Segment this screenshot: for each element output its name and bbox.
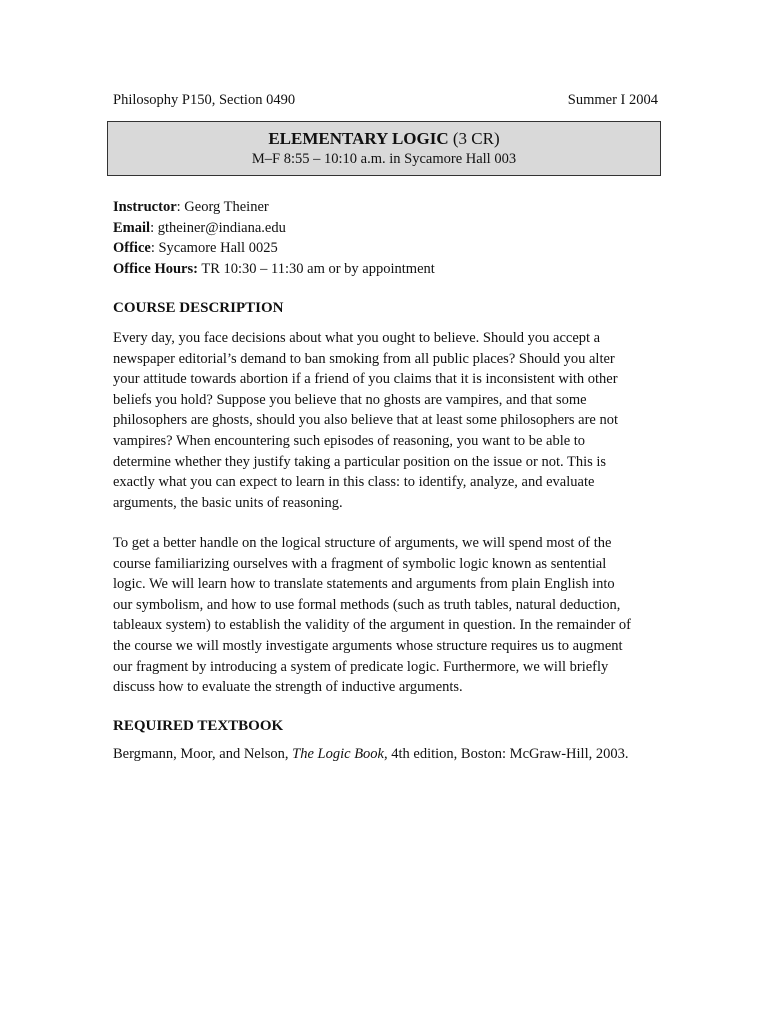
- course-title-box: [107, 121, 661, 176]
- course-title: ELEMENTARY LOGIC: [268, 129, 449, 148]
- course-schedule: M–F 8:55 – 10:10 a.m. in Sycamore Hall 003: [251, 151, 517, 167]
- office-hours-value: TR 10:30 – 11:30 am or by appointment: [197, 260, 435, 277]
- paragraph-line: Every day, you face decisions about what you ought to believe. Should you accept a: [113, 330, 601, 346]
- instructor-value: : Georg Theiner: [176, 199, 269, 215]
- paragraph-line: newspaper editorial’s demand to ban smoking from all public places? Should you alter: [113, 350, 615, 367]
- paragraph-line: vampires? When encountering such episodes of reasoning, you want to be able to: [113, 432, 586, 449]
- email-row: [113, 218, 435, 239]
- paragraph-line: determine whether they justify taking a particular position on the issue or not. This is: [113, 453, 607, 470]
- paragraph-line: the course we will mostly investigate arguments whose structure requires us to augment: [113, 637, 623, 654]
- office-hours-label: Office Hours:: [113, 260, 198, 277]
- paragraph-line: To get a better handle on the logical structure of arguments, we will spend most of the: [113, 535, 612, 551]
- paragraph-line: your attitude towards abortion if a friend of you claims that it is inconsistent with other: [113, 371, 618, 388]
- paragraph-line: beliefs you hold? Suppose you believe that no ghosts are vampires, and that some: [113, 391, 587, 408]
- office-row: [113, 238, 435, 259]
- page-header: [113, 92, 658, 109]
- required-textbook-heading: REQUIRED TEXTBOOK: [113, 718, 284, 734]
- textbook-authors: Bergmann, Moor, and Nelson,: [113, 746, 293, 762]
- textbook-title: The Logic Book: [292, 746, 384, 762]
- instructor-label: Instructor: [113, 199, 177, 215]
- course-number: Philosophy P150, Section 0490: [113, 92, 296, 108]
- course-description-paragraph-1: [113, 328, 658, 513]
- paragraph-line: exactly what you can expect to learn in this class: to identify, analyze, and evaluate: [113, 474, 595, 491]
- office-hours-row: [113, 259, 435, 280]
- paragraph-line: logic. We will learn how to translate statements and arguments from plain English into: [113, 576, 615, 593]
- instructor-row: [113, 197, 435, 218]
- textbook-citation: [113, 746, 628, 763]
- paragraph-line: philosophers are ghosts, should you also believe that at least some philosophers are not: [113, 412, 618, 429]
- office-label: Office: [113, 240, 151, 256]
- paragraph-line: our fragment by introducing a system of predicate logic. Furthermore, we will briefly: [113, 658, 609, 675]
- email-label: Email: [113, 219, 151, 236]
- paragraph-line: tableaux system) to establish the validity of the argument in question. In the remainder of: [113, 617, 631, 634]
- email-value: : gtheiner@indiana.edu: [150, 219, 286, 236]
- instructor-info: [113, 197, 435, 279]
- paragraph-line: course familiarizing ourselves with a fragment of symbolic logic known as sentential: [113, 555, 607, 572]
- course-title-line: [108, 128, 660, 150]
- office-value: : Sycamore Hall 0025: [150, 240, 278, 256]
- paragraph-line: arguments, the basic units of reasoning.: [113, 494, 343, 511]
- paragraph-line: our symbolism, and how to use formal methods (such as truth tables, natural deduction,: [113, 596, 621, 613]
- course-description-paragraph-2: [113, 533, 658, 698]
- term: Summer I 2004: [567, 92, 658, 108]
- course-credits: (3 CR): [452, 129, 500, 148]
- paragraph-line: discuss how to evaluate the strength of inductive arguments.: [113, 679, 463, 696]
- textbook-details: , 4th edition, Boston: McGraw-Hill, 2003.: [384, 746, 629, 762]
- course-description-heading: COURSE DESCRIPTION: [113, 300, 284, 316]
